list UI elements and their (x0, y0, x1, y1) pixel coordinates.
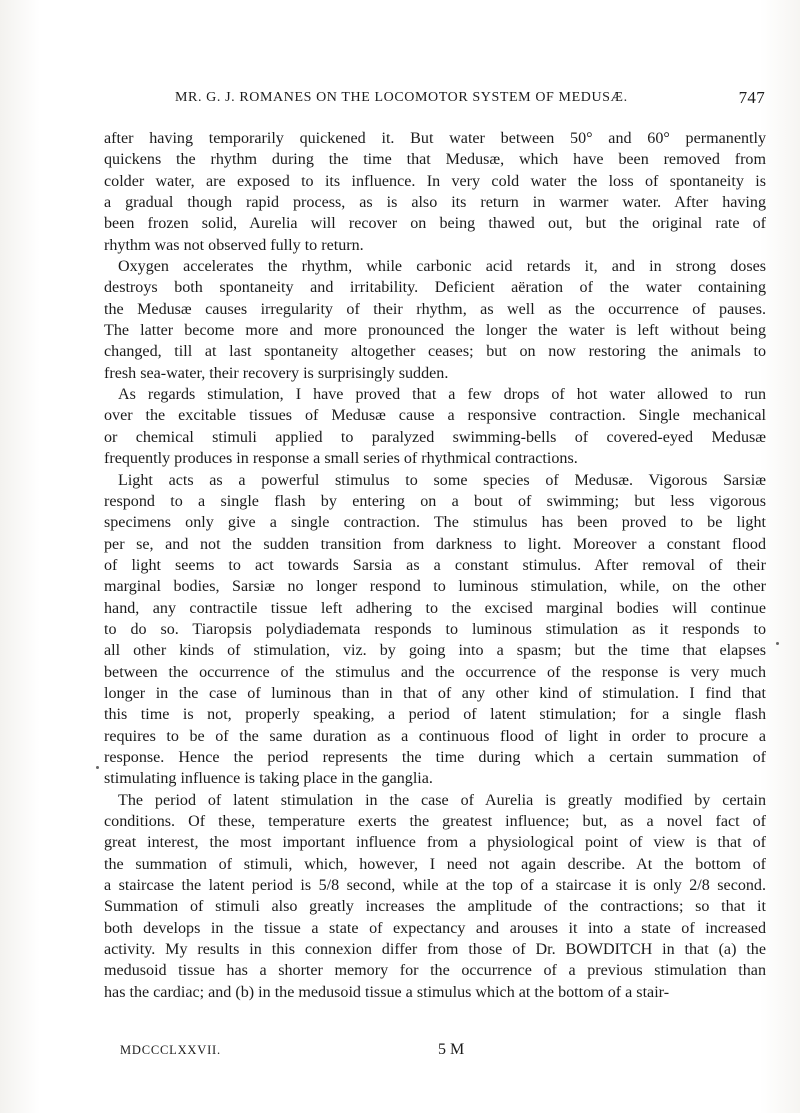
text-line: changed, till at last spontaneity altogether ceases; but on now restoring the animals to (104, 343, 766, 361)
page-number: 747 (738, 88, 765, 107)
text-line: medusoid tissue has a shorter memory for the occurrence of a previous stimulation than (104, 962, 766, 980)
running-header (175, 88, 765, 112)
paragraph (104, 470, 766, 790)
text-line: over the excitable tissues of Medusæ cause a responsive contraction. Single mechanical (104, 407, 766, 425)
text-line: been frozen solid, Aurelia will recover on being thawed out, but the original rate of (104, 215, 766, 233)
page-footer (120, 1041, 620, 1065)
text-line: after having temporarily quickened it. But water between 50° and 60° permanently (104, 130, 766, 147)
margin-speck (96, 766, 99, 769)
text-line: As regards stimulation, I have proved that a few drops of hot water allowed to run (118, 386, 766, 404)
text-line: a gradual though rapid process, as is also its return in warmer water. After having (104, 194, 766, 212)
footer-signature: MDCCCLXXVII. (120, 1043, 221, 1057)
text-line: The period of latent stimulation in the case of Aurelia is greatly modified by certain (118, 791, 766, 809)
text-line: quickens the rhythm during the time that Medusæ, which have been removed from (104, 151, 766, 169)
text-line: all other kinds of stimulation, viz. by going into a spasm; but the time that elapses (104, 642, 766, 660)
text-line: a staircase the latent period is 5/8 second, while at the top of a staircase it is only 2/8 second. (104, 877, 766, 895)
text-line: Oxygen accelerates the rhythm, while carbonic acid retards it, and in strong doses (118, 258, 766, 276)
text-line: the Medusæ causes irregularity of their rhythm, as well as the occurrence of pauses. (104, 300, 766, 318)
text-line: rhythm was not observed fully to return. (104, 236, 364, 254)
body-text (104, 128, 766, 1003)
text-line: both develops in the tissue a state of expectancy and arouses it into a state of increased (104, 919, 766, 937)
paragraph (104, 256, 766, 384)
text-line: hand, any contractile tissue left adhering to the excised marginal bodies will continue (104, 599, 766, 617)
text-line: the summation of stimuli, which, however, I need not again describe. At the bottom of (104, 855, 766, 873)
text-line: frequently produces in response a small series of rhythmical contractions. (104, 450, 578, 468)
text-line: respond to a single flash by entering on a bout of swimming; but less vigorous (104, 492, 766, 510)
text-line: great interest, the most important influence from a physiological point of view is that of (104, 834, 766, 852)
text-line: or chemical stimuli applied to paralyzed swimming-bells of covered-eyed Medusæ (104, 428, 766, 446)
text-line: of light seems to act towards Sarsia as a constant stimulus. After removal of their (104, 556, 766, 574)
text-line: specimens only give a single contraction. The stimulus has been proved to be light (104, 514, 766, 532)
text-line: between the occurrence of the stimulus and the occurrence of the response is very much (104, 663, 766, 681)
text-line: per se, and not the sudden transition from darkness to light. Moreover a constant flood (104, 535, 766, 553)
footer-sheet-mark: 5 M (438, 1041, 465, 1058)
text-line: to do so. Tiaropsis polydiademata responds to luminous stimulation as it responds to (104, 620, 766, 638)
text-line: Summation of stimuli also greatly increases the amplitude of the contractions; so that it (104, 898, 766, 916)
text-line: this time is not, properly speaking, a period of latent stimulation; for a single flash (104, 706, 766, 724)
text-line: destroys both spontaneity and irritability. Deficient aëration of the water containing (104, 279, 766, 297)
text-line: longer in the case of luminous than in that of any other kind of stimulation. I find that (104, 684, 766, 702)
text-line: colder water, are exposed to its influence. In very cold water the loss of spontaneity is (104, 172, 766, 190)
text-line: activity. My results in this connexion differ from those of Dr. BOWDITCH in that (a) the (104, 941, 766, 959)
paragraph (104, 790, 766, 1003)
text-line: The latter become more and more pronounced the longer the water is left without being (104, 322, 766, 340)
text-line: stimulating influence is taking place in the ganglia. (104, 770, 433, 788)
text-line: marginal bodies, Sarsiæ no longer respond to luminous stimulation, while, on the other (104, 578, 766, 596)
running-title: MR. G. J. ROMANES ON THE LOCOMOTOR SYSTEM OF MEDUSÆ. (175, 90, 628, 105)
text-line: Light acts as a powerful stimulus to some species of Medusæ. Vigorous Sarsiæ (118, 471, 766, 489)
paragraph (104, 128, 766, 256)
text-line: has the cardiac; and (b) in the medusoid tissue a stimulus which at the bottom of a stair- (104, 983, 670, 1001)
text-line: fresh sea-water, their recovery is surprisingly sudden. (104, 364, 449, 382)
margin-speck (776, 642, 779, 645)
text-line: requires to be of the same duration as a continuous flood of light in order to procure a (104, 727, 766, 745)
text-line: response. Hence the period represents the time during which a certain summation of (104, 748, 766, 766)
text-line: conditions. Of these, temperature exerts the greatest influence; but, as a novel fact of (104, 813, 766, 830)
paragraph (104, 384, 766, 469)
